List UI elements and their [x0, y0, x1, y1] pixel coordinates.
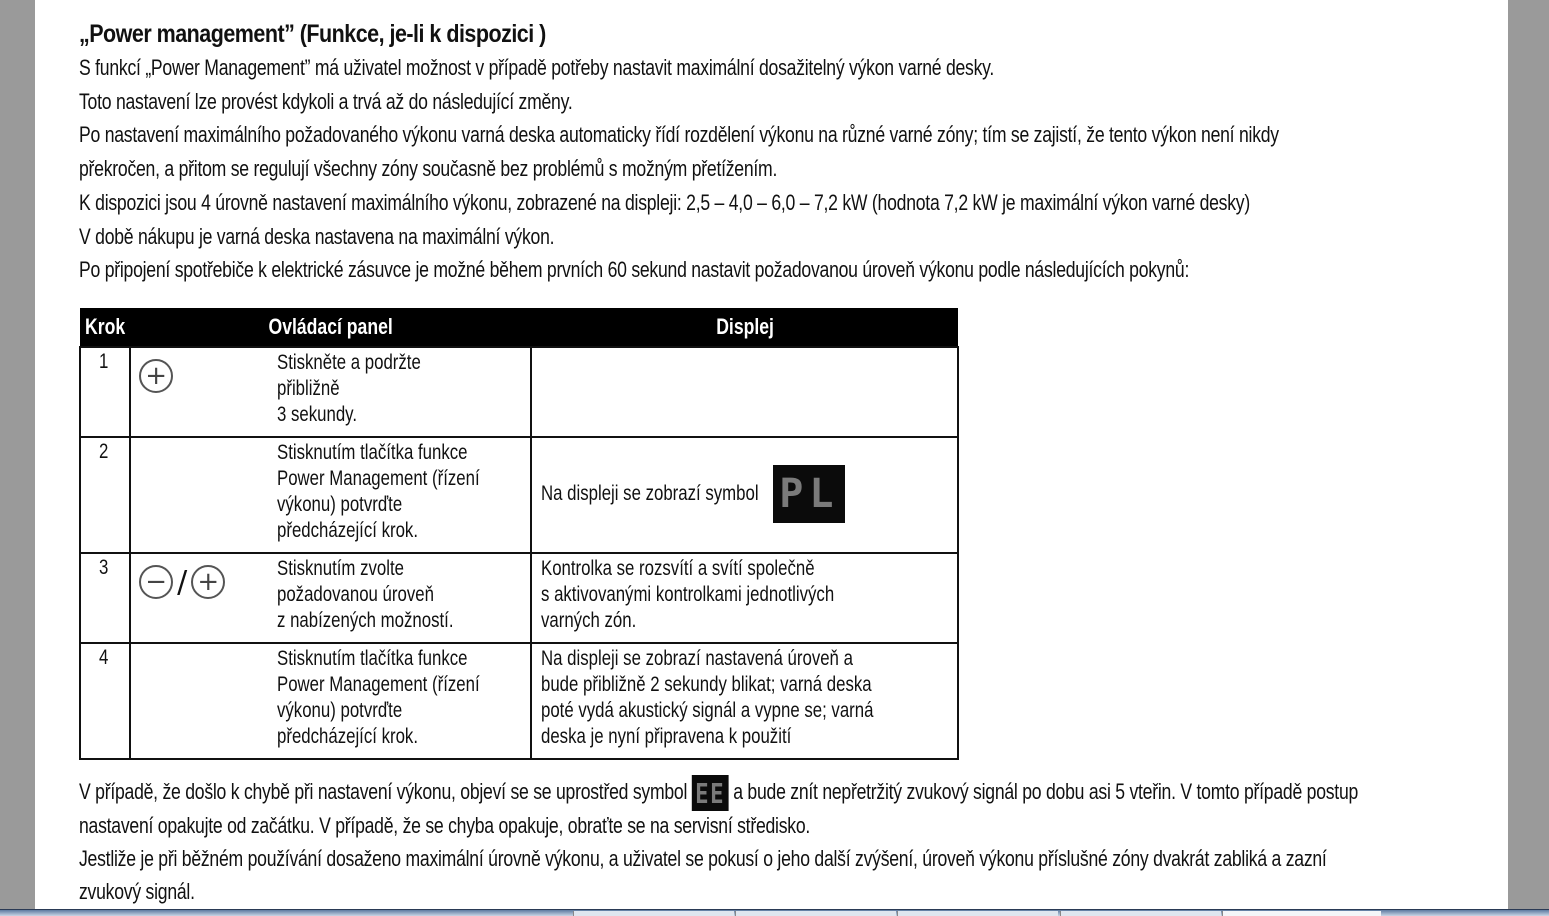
display-text-line: s aktivovanými kontrolkami jednotlivých [541, 583, 835, 606]
display-text-line: Na displeji se zobrazí nastavená úroveň a [541, 647, 854, 670]
taskbar-button[interactable] [897, 911, 1058, 916]
panel-text-line: předcházející krok. [277, 519, 419, 542]
display-cell [531, 347, 958, 437]
panel-cell [130, 437, 531, 553]
taskbar-button[interactable] [573, 911, 734, 916]
panel-text-line: výkonu) potvrďte [277, 699, 403, 722]
display-text-line: deska je nyní připravena k použití [541, 725, 792, 748]
panel-text-line: z nabízených možností. [277, 609, 454, 632]
paragraph: Jestliže je při běžném používání dosaženo maximální úrovně výkonu, a uživatel se pokusí o jeho další zvýšení, úroveň výkonu příslušné zóny dvakrát zabliká a zazní [79, 846, 1327, 871]
panel-text-line: předcházející krok. [277, 725, 419, 748]
table-row [80, 437, 958, 553]
pl-display-symbol-icon: PL [773, 465, 845, 523]
panel-text-line: Stisknutím tlačítka funkce [277, 647, 468, 670]
panel-text-line: Stisknutím zvolte [277, 557, 405, 580]
panel-cell [130, 553, 531, 643]
paragraph: Po připojení spotřebiče k elektrické zásuvce je možné během prvních 60 sekund nastavit požadovanou úroveň výkonu podle následujících pokynů: [79, 257, 1190, 282]
panel-text-line: 3 sekundy. [277, 403, 358, 426]
plus-circle-icon: + [139, 359, 173, 393]
minus-circle-icon: − [139, 565, 173, 599]
panel-text-line: Power Management (řízení [277, 467, 480, 490]
table-row [80, 553, 958, 643]
display-cell [531, 437, 958, 553]
ee-display-symbol-icon: EE [692, 775, 729, 811]
table-row [80, 643, 958, 759]
header-krok: Krok [80, 308, 130, 347]
icon-separator: / [177, 564, 188, 600]
header-displej: Displej [531, 308, 958, 347]
panel-text-line: výkonu) potvrďte [277, 493, 403, 516]
paragraph: S funkcí „Power Management” má uživatel možnost v případě potřeby nastavit maximální dosažitelný výkon varné desky. [79, 55, 995, 80]
taskbar-button[interactable] [1060, 911, 1221, 916]
table-header-row [80, 308, 958, 347]
paragraph: překročen, a přitom se regulují všechny zóny současně bez problémů s možným přetížením. [79, 156, 778, 181]
panel-text-line: přibližně [277, 377, 340, 400]
table-row [80, 347, 958, 437]
section-title: „Power management” (Funkce, je-li k dispozici ) [79, 20, 546, 48]
display-text-line: bude přibližně 2 sekundy blikat; varná deska [541, 673, 873, 696]
display-cell [531, 553, 958, 643]
paragraph-error: V případě, že došlo k chybě při nastavení výkonu, objeví se se uprostřed symbol EE a bude znít nepřetržitý zvukový signál po dobu asi 5 vteřin. V tomto případě postup [79, 776, 1359, 810]
paragraph: Toto nastavení lze provést kdykoli a trvá až do následující změny. [79, 89, 573, 114]
paragraph: nastavení opakujte od začátku. V případě, že se chyba opakuje, obraťte se na servisní středisko. [79, 813, 811, 838]
step-number: 4 [80, 643, 130, 759]
header-ovladaci-panel: Ovládací panel [130, 308, 531, 347]
plus-circle-icon: + [191, 565, 225, 599]
display-text-line: poté vydá akustický signál a vypne se; varná [541, 699, 874, 722]
panel-text-line: Stisknutím tlačítka funkce [277, 441, 468, 464]
paragraph: zvukový signál. [79, 879, 195, 904]
panel-text-line: Stiskněte a podržte [277, 351, 421, 374]
display-text-line: Kontrolka se rozsvítí a svítí společně [541, 557, 816, 580]
display-text-line: varných zón. [541, 609, 637, 632]
taskbar-button-active[interactable] [1222, 911, 1381, 916]
paragraph: K dispozici jsou 4 úrovně nastavení maximálního výkonu, zobrazené na displeji: 2,5 – 4,0 – 6,0 – 7,2 kW (hodnota 7,2 kW je maximální výkon varné desky) [79, 190, 1250, 215]
taskbar-button[interactable] [735, 911, 896, 916]
panel-text-line: Power Management (řízení [277, 673, 480, 696]
step-number: 1 [80, 347, 130, 437]
display-cell [531, 643, 958, 759]
step-number: 2 [80, 437, 130, 553]
panel-cell [130, 643, 531, 759]
panel-text-line: požadovanou úroveň [277, 583, 435, 606]
steps-table [79, 308, 959, 760]
display-text: Na displeji se zobrazí symbol [541, 482, 759, 505]
step-number: 3 [80, 553, 130, 643]
paragraph: V době nákupu je varná deska nastavena na maximální výkon. [79, 224, 555, 249]
panel-cell [130, 347, 531, 437]
document-page [35, 0, 1508, 909]
paragraph: Po nastavení maximálního požadovaného výkonu varná deska automaticky řídí rozdělení výkonu na různé varné zóny; tím se zajistí, že tento výkon není nikdy [79, 122, 1279, 147]
